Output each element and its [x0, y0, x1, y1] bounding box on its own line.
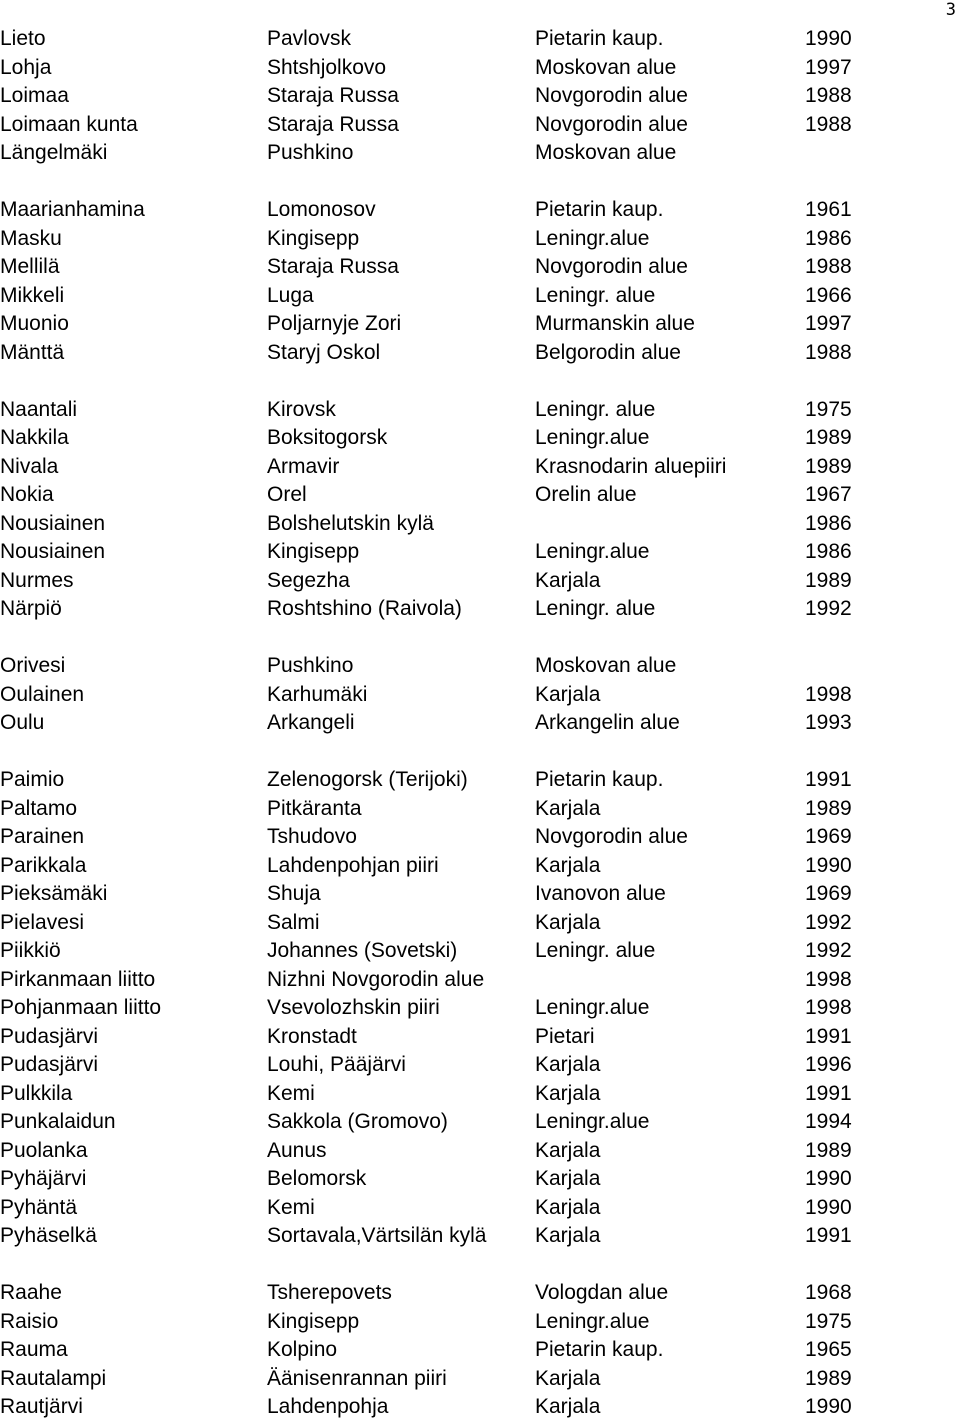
region-cell: Moskovan alue [535, 654, 677, 677]
year-cell: 1990 [805, 853, 852, 877]
partner-town-cell: Äänisenrannan piiri [267, 1366, 447, 1390]
partner-town-cell: Pavlovsk [267, 27, 352, 50]
year-cell: 1997 [805, 312, 852, 335]
table-row [0, 1222, 960, 1251]
town-cell: Nousiainen [0, 511, 106, 535]
town-cell: Pieksämäki [0, 882, 108, 905]
town-cell: Nokia [0, 483, 54, 506]
region-cell: Vologdan alue [535, 1281, 669, 1304]
town-cell: Mikkeli [0, 283, 65, 307]
partner-town-cell: Kirovsk [267, 397, 336, 421]
year-cell: 1991 [805, 768, 852, 791]
town-cell: Pyhäjärvi [0, 1167, 87, 1190]
region-cell: Pietarin kaup. [535, 1338, 664, 1361]
partner-town-cell: Pushkino [267, 141, 354, 164]
town-cell: Puolanka [0, 1138, 88, 1162]
region-cell: Leningr. alue [535, 939, 656, 962]
table-row [0, 1023, 960, 1052]
partner-town-cell: Nizhni Novgorodin alue [267, 967, 485, 991]
spacer-row [0, 168, 960, 197]
town-cell: Loimaa [0, 84, 69, 107]
year-cell: 1989 [805, 426, 852, 449]
partner-town-cell: Pushkino [267, 654, 354, 677]
table-row [0, 709, 960, 738]
region-cell: Krasnodarin aluepiiri [535, 454, 727, 478]
region-cell: Arkangelin alue [535, 711, 680, 734]
region-cell: Pietari [535, 1024, 595, 1048]
town-cell: Oulainen [0, 682, 85, 706]
region-cell: Karjala [535, 682, 601, 706]
region-cell: Novgorodin alue [535, 84, 688, 107]
partner-town-cell: Shtshjolkovo [267, 55, 387, 79]
table-row [0, 139, 960, 168]
table-row [0, 1051, 960, 1080]
table-row [0, 1108, 960, 1137]
table-row [0, 909, 960, 938]
town-cell: Lieto [0, 27, 46, 50]
table-row [0, 1080, 960, 1109]
table-row [0, 538, 960, 567]
table-row [0, 453, 960, 482]
town-cell: Raahe [0, 1281, 62, 1304]
table-row [0, 111, 960, 140]
region-cell: Leningr.alue [535, 1309, 650, 1333]
spacer-row [0, 367, 960, 396]
town-cell: Naantali [0, 397, 78, 421]
town-cell: Maarianhamina [0, 198, 145, 221]
partner-town-cell: Kolpino [267, 1338, 338, 1361]
region-cell: Karjala [535, 1138, 601, 1162]
partner-town-cell: Vsevolozhskin piiri [267, 996, 440, 1019]
table-row [0, 823, 960, 852]
partner-town-cell: Johannes (Sovetski) [267, 939, 458, 962]
region-cell: Karjala [535, 910, 601, 934]
table-row [0, 1165, 960, 1194]
partner-town-cell: Roshtshino (Raivola) [267, 597, 462, 620]
region-cell: Karjala [535, 1081, 601, 1105]
partner-town-cell: Tsherepovets [267, 1281, 392, 1304]
partner-town-cell: Arkangeli [267, 711, 355, 734]
year-cell: 1990 [805, 1167, 852, 1190]
town-cell: Pyhäselkä [0, 1224, 97, 1247]
year-cell: 1992 [805, 597, 852, 620]
partner-town-cell: Staraja Russa [267, 112, 399, 136]
region-cell: Leningr.alue [535, 226, 650, 250]
table-row [0, 937, 960, 966]
table-row [0, 196, 960, 225]
table-row [0, 510, 960, 539]
table-row [0, 766, 960, 795]
year-cell: 1986 [805, 511, 852, 535]
region-cell: Pietarin kaup. [535, 768, 664, 791]
table-row [0, 595, 960, 624]
table-row [0, 966, 960, 995]
year-cell: 1967 [805, 483, 852, 506]
year-cell: 1986 [805, 540, 852, 563]
table-row [0, 1365, 960, 1394]
partner-town-cell: Sortavala,Värtsilän kylä [267, 1224, 487, 1247]
partner-town-cell: Kemi [267, 1195, 315, 1219]
town-cell: Nurmes [0, 568, 74, 592]
region-cell: Karjala [535, 796, 601, 820]
partner-town-cell: Karhumäki [267, 682, 368, 706]
table-row [0, 1336, 960, 1365]
year-cell: 1968 [805, 1281, 852, 1304]
partner-town-cell: Kingisepp [267, 1309, 360, 1333]
table-row [0, 795, 960, 824]
region-cell: Moskovan alue [535, 55, 677, 79]
year-cell: 1986 [805, 226, 852, 250]
region-cell: Ivanovon alue [535, 882, 666, 905]
year-cell: 1966 [805, 283, 852, 307]
region-cell: Karjala [535, 1395, 601, 1418]
year-cell: 1988 [805, 84, 852, 107]
partner-town-cell: Salmi [267, 910, 320, 934]
year-cell: 1989 [805, 796, 852, 820]
partner-town-cell: Aunus [267, 1138, 327, 1162]
town-cell: Loimaan kunta [0, 112, 138, 136]
partner-town-cell: Kemi [267, 1081, 315, 1105]
town-cell: Pulkkila [0, 1081, 73, 1105]
region-cell: Novgorodin alue [535, 255, 688, 278]
year-cell: 1998 [805, 682, 852, 706]
town-cell: Orivesi [0, 654, 66, 677]
partner-town-cell: Sakkola (Gromovo) [267, 1110, 448, 1133]
table-row [0, 339, 960, 368]
town-cell: Masku [0, 226, 62, 250]
year-cell: 1996 [805, 1053, 852, 1076]
table-row [0, 225, 960, 254]
table-row [0, 1279, 960, 1308]
town-cell: Nousiainen [0, 540, 106, 563]
town-cell: Nakkila [0, 426, 69, 449]
partner-town-cell: Belomorsk [267, 1167, 367, 1190]
partner-town-cell: Lahdenpohjan piiri [267, 853, 439, 877]
year-cell: 1988 [805, 112, 852, 136]
table-row [0, 852, 960, 881]
table-row [0, 1393, 960, 1422]
town-cell: Mellilä [0, 255, 60, 278]
year-cell: 1989 [805, 1138, 852, 1162]
partner-town-cell: Boksitogorsk [267, 426, 388, 449]
year-cell: 1991 [805, 1081, 852, 1105]
region-cell: Karjala [535, 568, 601, 592]
town-cell: Paltamo [0, 796, 78, 820]
table-row [0, 282, 960, 311]
partner-town-cell: Staraja Russa [267, 255, 399, 278]
region-cell: Novgorodin alue [535, 112, 688, 136]
table-row [0, 82, 960, 111]
partner-town-cell: Louhi, Pääjärvi [267, 1053, 406, 1076]
town-cell: Parikkala [0, 853, 87, 877]
year-cell: 1975 [805, 397, 852, 421]
table-row [0, 396, 960, 425]
year-cell: 1965 [805, 1338, 852, 1361]
region-cell: Karjala [535, 1366, 601, 1390]
year-cell: 1969 [805, 882, 852, 905]
town-cell: Pielavesi [0, 910, 85, 934]
partner-town-cell: Kingisepp [267, 226, 360, 250]
town-cell: Pirkanmaan liitto [0, 967, 156, 991]
partner-town-cell: Zelenogorsk (Terijoki) [267, 768, 468, 791]
town-cell: Pyhäntä [0, 1195, 78, 1219]
region-cell: Leningr.alue [535, 996, 650, 1019]
partner-town-cell: Orel [267, 483, 307, 506]
town-cell: Längelmäki [0, 141, 108, 164]
region-cell: Leningr.alue [535, 540, 650, 563]
town-cell: Rautalampi [0, 1366, 107, 1390]
table-row [0, 652, 960, 681]
region-cell: Leningr. alue [535, 597, 656, 620]
table-row [0, 1194, 960, 1223]
partner-town-cell: Staraja Russa [267, 84, 399, 107]
year-cell: 1988 [805, 340, 852, 364]
year-cell: 1969 [805, 825, 852, 848]
town-cell: Piikkiö [0, 939, 61, 962]
region-cell: Leningr.alue [535, 426, 650, 449]
table-row [0, 253, 960, 282]
town-cell: Oulu [0, 711, 45, 734]
year-cell: 1961 [805, 198, 852, 221]
partner-town-cell: Lahdenpohja [267, 1395, 389, 1418]
region-cell: Leningr. alue [535, 283, 656, 307]
spacer-row [0, 624, 960, 653]
town-cell: Mänttä [0, 340, 65, 364]
partner-town-cell: Kingisepp [267, 540, 360, 563]
region-cell: Belgorodin alue [535, 340, 681, 364]
table-row [0, 424, 960, 453]
twin-towns-table [0, 25, 960, 1422]
region-cell: Karjala [535, 853, 601, 877]
town-cell: Pudasjärvi [0, 1024, 99, 1048]
town-cell: Raisio [0, 1309, 59, 1333]
region-cell: Karjala [535, 1195, 601, 1219]
year-cell: 1989 [805, 1366, 852, 1390]
year-cell: 1993 [805, 711, 852, 734]
table-row [0, 310, 960, 339]
region-cell: Karjala [535, 1224, 601, 1247]
town-cell: Närpiö [0, 597, 62, 620]
year-cell: 1991 [805, 1224, 852, 1247]
table-row [0, 994, 960, 1023]
year-cell: 1989 [805, 454, 852, 478]
town-cell: Rauma [0, 1338, 68, 1361]
partner-town-cell: Lomonosov [267, 198, 376, 221]
table-row [0, 25, 960, 54]
table-row [0, 1137, 960, 1166]
year-cell: 1990 [805, 27, 852, 50]
region-cell: Orelin alue [535, 483, 637, 506]
page-number: 3 [945, 0, 956, 20]
table-row [0, 681, 960, 710]
year-cell: 1994 [805, 1110, 852, 1133]
region-cell: Leningr. alue [535, 397, 656, 421]
region-cell: Leningr.alue [535, 1110, 650, 1133]
town-cell: Muonio [0, 312, 69, 335]
town-cell: Parainen [0, 825, 85, 848]
region-cell: Novgorodin alue [535, 825, 688, 848]
region-cell: Pietarin kaup. [535, 198, 664, 221]
partner-town-cell: Bolshelutskin kylä [267, 511, 434, 535]
town-cell: Rautjärvi [0, 1395, 83, 1418]
partner-town-cell: Segezha [267, 568, 350, 592]
year-cell: 1998 [805, 996, 852, 1019]
year-cell: 1975 [805, 1309, 852, 1333]
table-row [0, 567, 960, 596]
table-row [0, 54, 960, 83]
year-cell: 1991 [805, 1024, 852, 1048]
year-cell: 1989 [805, 568, 852, 592]
town-cell: Pohjanmaan liitto [0, 996, 162, 1019]
region-cell: Karjala [535, 1053, 601, 1076]
table-row [0, 1308, 960, 1337]
partner-town-cell: Kronstadt [267, 1024, 357, 1048]
town-cell: Punkalaidun [0, 1110, 116, 1133]
town-cell: Paimio [0, 768, 65, 791]
town-cell: Pudasjärvi [0, 1053, 99, 1076]
partner-town-cell: Armavir [267, 454, 340, 478]
spacer-row [0, 1251, 960, 1280]
year-cell: 1990 [805, 1195, 852, 1219]
partner-town-cell: Luga [267, 283, 314, 307]
spacer-row [0, 738, 960, 767]
partner-town-cell: Poljarnyje Zori [267, 312, 402, 335]
region-cell: Pietarin kaup. [535, 27, 664, 50]
partner-town-cell: Shuja [267, 882, 321, 905]
year-cell: 1992 [805, 939, 852, 962]
year-cell: 1998 [805, 967, 852, 991]
year-cell: 1988 [805, 255, 852, 278]
table-row [0, 880, 960, 909]
partner-town-cell: Tshudovo [267, 825, 357, 848]
partner-town-cell: Staryj Oskol [267, 340, 381, 364]
year-cell: 1990 [805, 1395, 852, 1418]
partner-town-cell: Pitkäranta [267, 796, 362, 820]
region-cell: Karjala [535, 1167, 601, 1190]
year-cell: 1997 [805, 55, 852, 79]
region-cell: Moskovan alue [535, 141, 677, 164]
year-cell: 1992 [805, 910, 852, 934]
table-row [0, 481, 960, 510]
town-cell: Nivala [0, 454, 59, 478]
town-cell: Lohja [0, 55, 52, 79]
region-cell: Murmanskin alue [535, 312, 695, 335]
